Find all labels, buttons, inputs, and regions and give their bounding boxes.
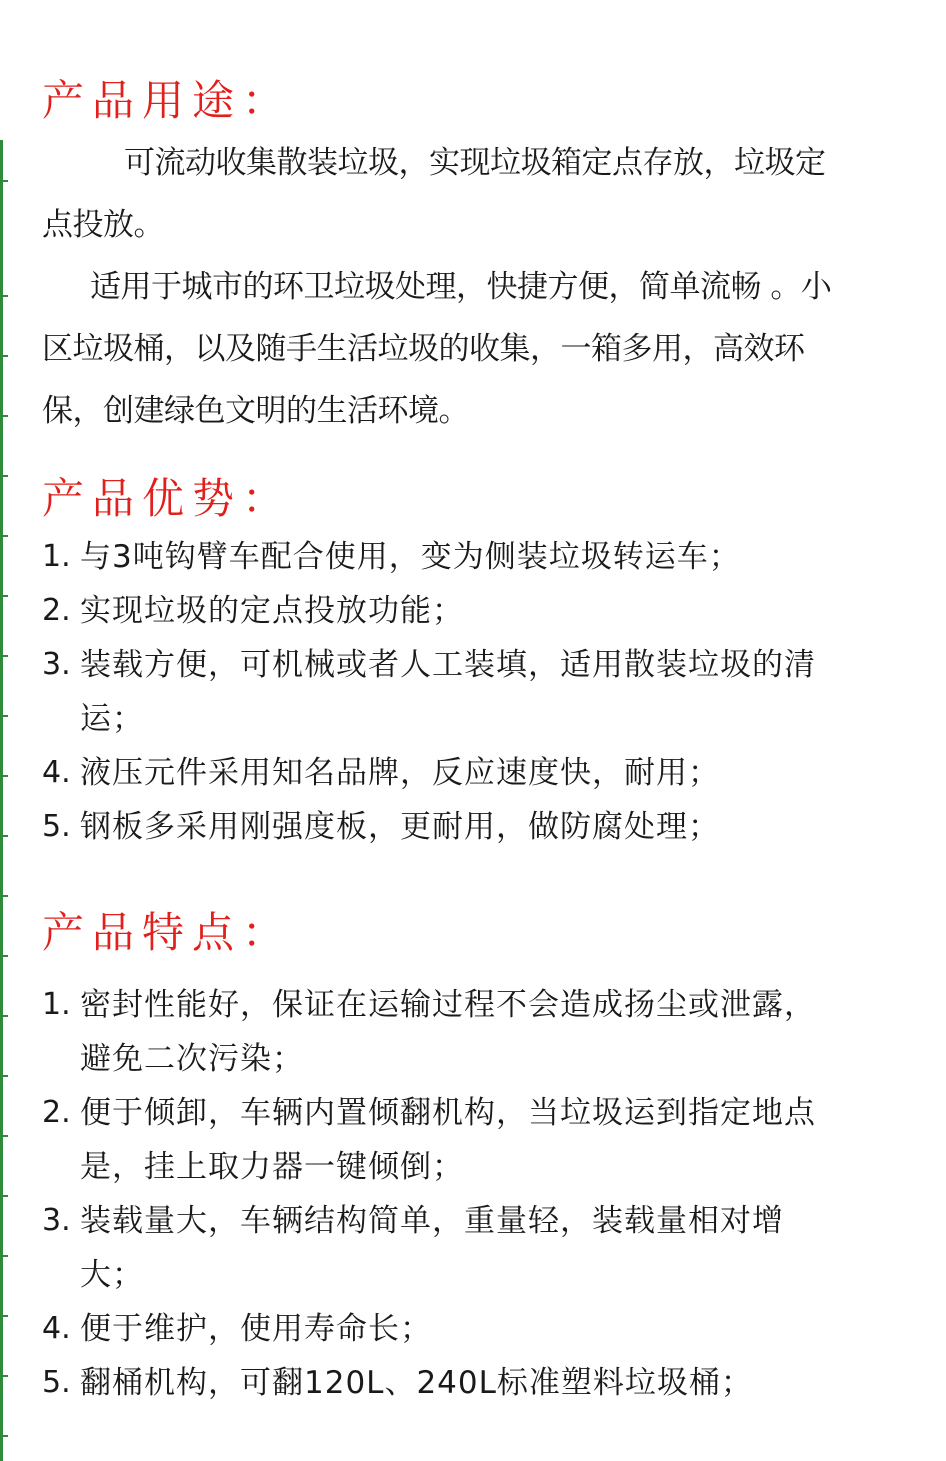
border-tick xyxy=(0,1015,8,1017)
border-tick xyxy=(0,895,8,897)
usage-paragraph-1: 可流动收集散装垃圾，实现垃圾箱定点存放，垃圾定点投放。 xyxy=(42,145,826,243)
advantages-heading: 产品优势： xyxy=(42,474,293,523)
border-tick xyxy=(0,355,8,357)
features-list xyxy=(42,978,842,1410)
border-tick xyxy=(0,775,8,777)
list-item: 5. 钢板多采用刚强度板，更耐用，做防腐处理； xyxy=(42,809,720,845)
border-tick xyxy=(0,1435,8,1437)
list-item: 2. 实现垃圾的定点投放功能； xyxy=(42,593,464,629)
border-tick xyxy=(0,1195,8,1197)
list-item: 2. 便于倾卸，车辆内置倾翻机构，当垃圾运到指定地点是，挂上取力器一键倾倒； xyxy=(42,1095,816,1185)
border-tick xyxy=(0,715,8,717)
border-tick xyxy=(0,180,8,182)
list-item: 3. 装载方便，可机械或者人工装填，适用散装垃圾的清运； xyxy=(42,647,816,737)
advantages-list xyxy=(42,530,842,854)
list-item: 1. 密封性能好，保证在运输过程不会造成扬尘或泄露，避免二次污染； xyxy=(42,987,816,1077)
usage-heading: 产品用途： xyxy=(42,76,293,125)
usage-paragraph-2: 适用于城市的环卫垃圾处理，快捷方便，简单流畅 。小区垃圾桶，以及随手生活垃圾的收集，一箱多用，高效环保，创建绿色文明的生活环境。 xyxy=(42,269,832,429)
list-item: 3. 装载量大，车辆结构简单，重量轻，装载量相对增大； xyxy=(42,1203,784,1293)
border-tick xyxy=(0,535,8,537)
list-item: 5. 翻桶机构，可翻120L、240L标准塑料垃圾桶； xyxy=(42,1365,753,1401)
list-item: 4. 液压元件采用知名品牌，反应速度快，耐用； xyxy=(42,755,720,791)
border-tick xyxy=(0,955,8,957)
border-tick xyxy=(0,415,8,417)
border-tick xyxy=(0,1375,8,1377)
border-tick xyxy=(0,835,8,837)
left-border-line xyxy=(0,140,3,1461)
border-tick xyxy=(0,1255,8,1257)
border-tick xyxy=(0,655,8,657)
border-tick xyxy=(0,295,8,297)
border-tick xyxy=(0,595,8,597)
border-tick xyxy=(0,1075,8,1077)
list-item: 4. 便于维护，使用寿命长； xyxy=(42,1311,432,1347)
border-tick xyxy=(0,1135,8,1137)
border-tick xyxy=(0,475,8,477)
features-heading: 产品特点： xyxy=(42,908,293,957)
border-tick xyxy=(0,1315,8,1317)
list-item: 1. 与3吨钩臂车配合使用，变为侧装垃圾转运车； xyxy=(42,539,741,575)
document-body xyxy=(42,70,842,1410)
